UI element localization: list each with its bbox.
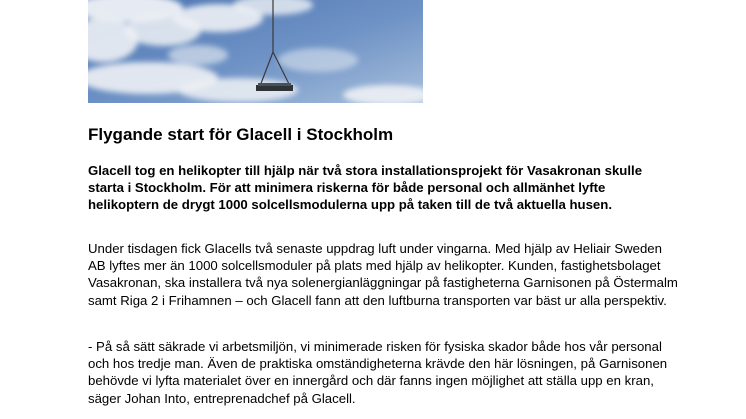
article-lead: Glacell tog en helikopter till hjälp när två stora installationsprojekt för Vasakronan skulle starta i Stockholm. För att minimera riskerna för både personal och allmänhet lyfte helikoptern de drygt 1000 solcellsmodulerna upp på taken till de två aktuella husen. <box>88 163 643 213</box>
hero-image <box>88 0 423 103</box>
article-title: Flygande start för Glacell i Stockholm <box>88 125 394 144</box>
article-paragraph: - På så sätt säkrade vi arbetsmiljön, vi minimerade risken för fysiska skador både hos vår personal och hos tredje man. Även de praktiska omständigheterna krävde den här lösningen, på Garnisonen behövde vi lyfta materialet över en innergård och där fanns ingen möjlighet att ställa upp en kran, säger Johan Into, entreprenadchef på Glacell. <box>88 339 668 406</box>
article-paragraph: Under tisdagen fick Glacells två senaste uppdrag luft under vingarna. Med hjälp av Heliair Sweden AB lyftes mer än 1000 solcellsmoduler på plats med hjälp av helikopter. Kunden, fastighetsbolaget Vasakronan, ska installera två nya solenergianläggningar på fastigheterna Garnisonen på Östermalm samt Riga 2 i Frihamnen – och Glacell fann att den luftburna transporten var bäst ur alla perspektiv. <box>88 241 678 308</box>
